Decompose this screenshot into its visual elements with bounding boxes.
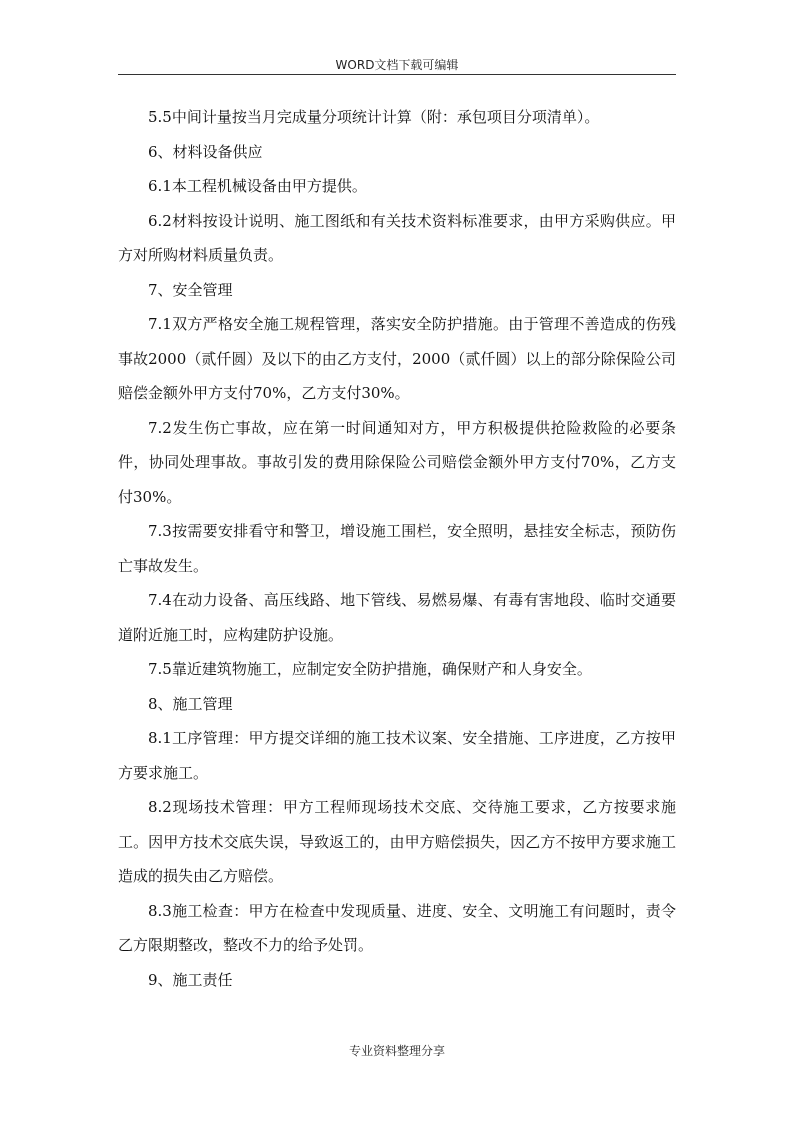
section-heading-6: 6、材料设备供应 (148, 142, 263, 161)
paragraph-5-5: 5.5中间计量按当月完成量分项统计计算（附：承包项目分项清单）。 (148, 108, 600, 126)
paragraph-8-3: 8.3施工检查：甲方在检查中发现质量、进度、安全、文明施工有问题时，责令乙方限期整改，整改不力的给予处罚。 (118, 901, 676, 954)
paragraph-8-2: 8.2现场技术管理：甲方工程师现场技术交底、交待施工要求，乙方按要求施工。因甲方技术交底失误，导致返工的，由甲方赔偿损失，因乙方不按甲方要求施工造成的损失由乙方赔偿。 (118, 798, 676, 885)
paragraph-8-1: 8.1工序管理：甲方提交详细的施工技术议案、安全措施、工序进度，乙方按甲方要求施工。 (118, 729, 676, 782)
section-heading-9: 9、施工责任 (148, 970, 233, 989)
section-heading-7: 7、安全管理 (148, 280, 233, 299)
paragraph-7-2: 7.2发生伤亡事故，应在第一时间通知对方，甲方积极提供抢险救险的必要条件，协同处理事故。事故引发的费用除保险公司赔偿金额外甲方支付70%，乙方支付30%。 (118, 418, 676, 506)
paragraph-6-1: 6.1本工程机械设备由甲方提供。 (148, 177, 367, 195)
section-heading-8: 8、施工管理 (148, 694, 233, 713)
paragraph-7-1: 7.1双方严格安全施工规程管理，落实安全防护措施。由于管理不善造成的伤残事故2000（贰仟圆）及以下的由乙方支付，2000（贰仟圆）以上的部分除保险公司赔偿金额外甲方支付70%，乙方支付30%。 (118, 315, 676, 402)
header-divider (118, 74, 676, 75)
paragraph-7-4: 7.4在动力设备、高压线路、地下管线、易燃易爆、有毒有害地段、临时交通要道附近施工时，应构建防护设施。 (118, 591, 676, 644)
paragraph-7-3: 7.3按需要安排看守和警卫，增设施工围栏，安全照明，悬挂安全标志，预防伤亡事故发生。 (118, 522, 676, 575)
page-header: WORD文档下载可编辑 (335, 58, 459, 72)
page-footer: 专业资料整理分享 (348, 1044, 445, 1058)
document-body (118, 100, 676, 997)
paragraph-7-5: 7.5靠近建筑物施工，应制定安全防护措施，确保财产和人身安全。 (148, 660, 592, 678)
paragraph-6-2: 6.2材料按设计说明、施工图纸和有关技术资料标准要求，由甲方采购供应。甲方对所购材料质量负责。 (118, 211, 676, 264)
